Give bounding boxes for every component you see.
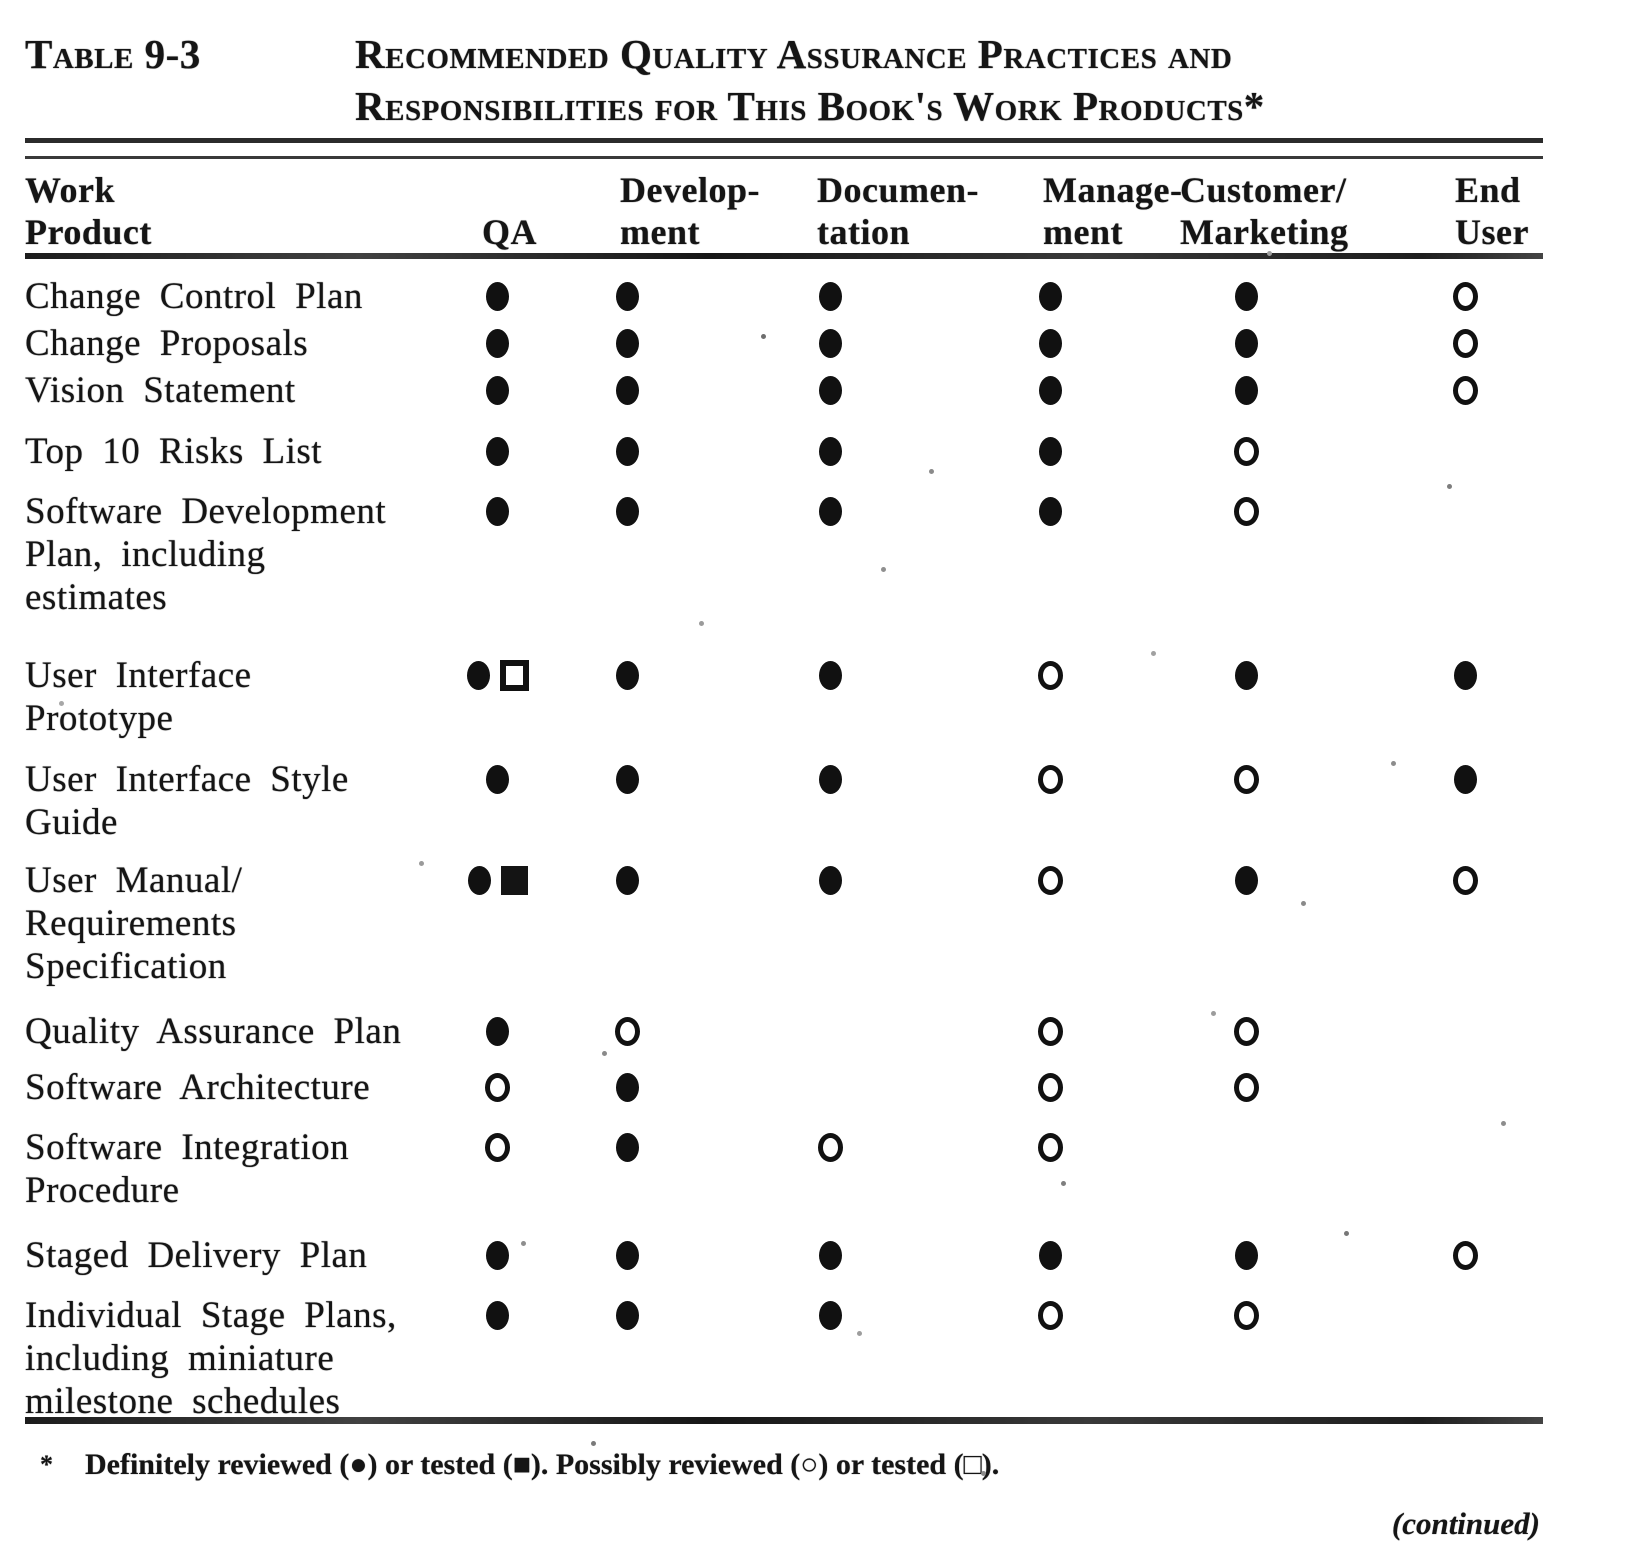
filled-circle-icon — [1039, 1241, 1062, 1270]
filled-circle-icon — [468, 866, 491, 895]
customer-marketing-cell — [1140, 1294, 1352, 1337]
label-line: Staged Delivery Plan — [25, 1235, 368, 1276]
filled-circle-icon — [486, 329, 509, 358]
end-user-cell — [1352, 1010, 1578, 1053]
end-user-cell — [1352, 654, 1578, 697]
table-label: Table 9-3 — [25, 31, 201, 77]
column-header-end-user — [1352, 167, 1578, 253]
page-title — [355, 28, 1592, 132]
filled-circle-icon — [1039, 497, 1062, 526]
header-line: QA — [482, 212, 537, 252]
label-line: Quality Assurance Plan — [25, 1011, 402, 1052]
header-line: Product — [25, 212, 152, 252]
table-row — [25, 1010, 1632, 1053]
table-row — [25, 430, 1632, 473]
filled-circle-icon — [467, 661, 490, 690]
filled-circle-icon — [819, 437, 842, 466]
open-circle-icon — [485, 1133, 510, 1162]
header-line: Work — [25, 170, 116, 210]
documentation-cell — [700, 1234, 960, 1277]
filled-circle-icon — [819, 497, 842, 526]
label-line: milestone schedules — [25, 1381, 341, 1422]
end-user-cell — [1352, 490, 1578, 533]
documentation-cell — [700, 1126, 960, 1169]
customer-marketing-cell — [1140, 1066, 1352, 1109]
title-line-2: Responsibilities for This Book's Work Products* — [355, 83, 1265, 129]
table-title-block — [0, 0, 1632, 132]
title-line-1: Recommended Quality Assurance Practices and — [355, 31, 1233, 77]
header-line: Manage- — [1043, 170, 1183, 210]
open-circle-icon — [1453, 376, 1478, 405]
column-header-customer-marketing — [1140, 167, 1352, 253]
filled-circle-icon — [819, 329, 842, 358]
label-line: Plan, including — [25, 534, 266, 575]
open-circle-icon — [1234, 1017, 1259, 1046]
documentation-cell — [700, 430, 960, 473]
label-line: Software Integration — [25, 1127, 350, 1168]
header-line: ment — [620, 212, 700, 252]
filled-circle-icon — [1454, 661, 1477, 690]
end-user-cell — [1352, 859, 1578, 902]
table-row — [25, 1294, 1632, 1423]
open-circle-icon — [1234, 765, 1259, 794]
filled-circle-icon — [1454, 765, 1477, 794]
open-circle-icon — [485, 1073, 510, 1102]
end-user-cell — [1352, 758, 1578, 801]
management-cell — [960, 322, 1140, 365]
open-circle-icon — [1453, 1241, 1478, 1270]
development-cell — [555, 275, 700, 318]
table-row — [25, 1066, 1632, 1109]
column-header-qa — [440, 167, 555, 253]
qa-cell — [440, 859, 555, 902]
qa-cell — [440, 1010, 555, 1053]
qa-cell — [440, 1294, 555, 1337]
customer-marketing-cell — [1140, 430, 1352, 473]
label-line: including miniature — [25, 1338, 335, 1379]
filled-circle-icon — [1039, 376, 1062, 405]
development-cell — [555, 1234, 700, 1277]
customer-marketing-cell — [1140, 1126, 1352, 1169]
qa-cell — [440, 430, 555, 473]
open-circle-icon — [1234, 497, 1259, 526]
filled-circle-icon — [1235, 282, 1258, 311]
filled-circle-icon — [1039, 282, 1062, 311]
customer-marketing-cell — [1140, 275, 1352, 318]
management-cell — [960, 490, 1140, 533]
open-circle-icon — [818, 1133, 843, 1162]
documentation-cell — [700, 490, 960, 533]
management-cell — [960, 1066, 1140, 1109]
open-circle-icon — [1234, 437, 1259, 466]
documentation-cell — [700, 369, 960, 412]
footnote-marker: * — [40, 1450, 53, 1479]
column-header-management — [960, 167, 1183, 253]
management-cell — [960, 859, 1140, 902]
development-cell — [555, 430, 700, 473]
column-header-documentation — [700, 167, 979, 253]
documentation-cell — [700, 1066, 960, 1109]
work-product-label — [25, 859, 440, 988]
open-circle-icon — [1453, 282, 1478, 311]
open-circle-icon — [1038, 1301, 1063, 1330]
filled-circle-icon — [486, 497, 509, 526]
work-product-label — [25, 654, 440, 740]
customer-marketing-cell — [1140, 1010, 1352, 1053]
filled-circle-icon — [616, 1073, 639, 1102]
table-row — [25, 654, 1632, 740]
label-line: Individual Stage Plans, — [25, 1295, 397, 1336]
work-product-label — [25, 275, 440, 318]
top-rule — [25, 138, 1543, 159]
open-circle-icon — [1453, 329, 1478, 358]
filled-circle-icon — [616, 765, 639, 794]
documentation-cell — [700, 859, 960, 902]
customer-marketing-cell — [1140, 758, 1352, 801]
column-header-work-product — [25, 167, 440, 253]
table-row — [25, 369, 1632, 412]
table-row — [25, 1126, 1632, 1212]
open-circle-icon — [1038, 765, 1063, 794]
open-square-icon — [500, 660, 529, 691]
open-circle-icon — [1038, 1073, 1063, 1102]
label-line: Guide — [25, 802, 118, 843]
filled-circle-icon — [486, 1301, 509, 1330]
management-cell — [960, 654, 1140, 697]
filled-circle-icon — [1235, 661, 1258, 690]
open-circle-icon — [1038, 661, 1063, 690]
filled-circle-icon — [486, 282, 509, 311]
table-rows — [0, 275, 1632, 1423]
filled-circle-icon — [616, 282, 639, 311]
filled-circle-icon — [819, 1301, 842, 1330]
development-cell — [555, 859, 700, 902]
filled-square-icon — [501, 866, 528, 895]
management-cell — [960, 758, 1140, 801]
filled-circle-icon — [616, 437, 639, 466]
development-cell — [555, 369, 700, 412]
header-line: Documen- — [817, 170, 979, 210]
filled-circle-icon — [616, 1241, 639, 1270]
filled-circle-icon — [1039, 329, 1062, 358]
qa-cell — [440, 1126, 555, 1169]
label-line: Software Development — [25, 491, 387, 532]
filled-circle-icon — [1235, 866, 1258, 895]
table-header-row — [25, 167, 1632, 253]
filled-circle-icon — [486, 765, 509, 794]
header-line: tation — [817, 212, 910, 252]
label-line: Procedure — [25, 1170, 180, 1211]
header-line: ment — [1043, 212, 1123, 252]
open-circle-icon — [1038, 1133, 1063, 1162]
label-line: estimates — [25, 577, 168, 618]
end-user-cell — [1352, 275, 1578, 318]
label-line: Change Proposals — [25, 323, 309, 364]
column-header-development — [555, 167, 760, 253]
work-product-label — [25, 490, 440, 619]
filled-circle-icon — [616, 497, 639, 526]
development-cell — [555, 322, 700, 365]
open-circle-icon — [1038, 866, 1063, 895]
documentation-cell — [700, 322, 960, 365]
label-line: Top 10 Risks List — [25, 431, 323, 472]
table-row — [25, 758, 1632, 844]
filled-circle-icon — [819, 1241, 842, 1270]
filled-circle-icon — [616, 866, 639, 895]
customer-marketing-cell — [1140, 490, 1352, 533]
customer-marketing-cell — [1140, 859, 1352, 902]
filled-circle-icon — [486, 1241, 509, 1270]
filled-circle-icon — [1039, 437, 1062, 466]
development-cell — [555, 1294, 700, 1337]
end-user-cell — [1352, 322, 1578, 365]
work-product-label — [25, 1066, 440, 1109]
open-circle-icon — [1234, 1073, 1259, 1102]
end-user-cell — [1352, 369, 1578, 412]
work-product-label — [25, 1294, 440, 1423]
management-cell — [960, 369, 1140, 412]
filled-circle-icon — [1235, 376, 1258, 405]
label-line: User Manual/ — [25, 860, 243, 901]
development-cell — [555, 1010, 700, 1053]
work-product-label — [25, 758, 440, 844]
filled-circle-icon — [819, 866, 842, 895]
end-user-cell — [1352, 430, 1578, 473]
footnote — [40, 1446, 1632, 1484]
filled-circle-icon — [616, 376, 639, 405]
end-user-cell — [1352, 1234, 1578, 1277]
filled-circle-icon — [616, 1301, 639, 1330]
continued-label: (continued) — [1391, 1506, 1540, 1541]
filled-circle-icon — [819, 765, 842, 794]
table-row — [25, 490, 1632, 619]
work-product-label — [25, 430, 440, 473]
filled-circle-icon — [616, 1133, 639, 1162]
development-cell — [555, 490, 700, 533]
qa-cell — [440, 654, 555, 697]
filled-circle-icon — [819, 661, 842, 690]
table-row — [25, 859, 1632, 988]
development-cell — [555, 758, 700, 801]
qa-cell — [440, 275, 555, 318]
filled-circle-icon — [486, 376, 509, 405]
label-line: Prototype — [25, 698, 174, 739]
filled-circle-icon — [486, 437, 509, 466]
label-line: Software Architecture — [25, 1067, 371, 1108]
filled-circle-icon — [486, 1017, 509, 1046]
header-line: End — [1455, 170, 1521, 210]
header-line: Customer/ — [1180, 170, 1347, 210]
filled-circle-icon — [616, 661, 639, 690]
qa-cell — [440, 490, 555, 533]
management-cell — [960, 430, 1140, 473]
filled-circle-icon — [819, 282, 842, 311]
header-rule — [25, 253, 1543, 259]
qa-cell — [440, 369, 555, 412]
filled-circle-icon — [819, 376, 842, 405]
table-row — [25, 322, 1632, 365]
qa-cell — [440, 322, 555, 365]
qa-cell — [440, 1234, 555, 1277]
label-line: User Interface — [25, 655, 252, 696]
open-circle-icon — [615, 1017, 640, 1046]
label-line: Specification — [25, 946, 227, 987]
label-line: Vision Statement — [25, 370, 296, 411]
documentation-cell — [700, 1294, 960, 1337]
customer-marketing-cell — [1140, 1234, 1352, 1277]
management-cell — [960, 1294, 1140, 1337]
filled-circle-icon — [1235, 329, 1258, 358]
management-cell — [960, 1126, 1140, 1169]
qa-cell — [440, 1066, 555, 1109]
footnote-text: Definitely reviewed (●) or tested (■). Possibly reviewed (○) or tested (□). — [85, 1448, 1000, 1481]
open-circle-icon — [1038, 1017, 1063, 1046]
management-cell — [960, 1010, 1140, 1053]
work-product-label — [25, 369, 440, 412]
customer-marketing-cell — [1140, 322, 1352, 365]
table-row — [25, 1234, 1632, 1277]
label-line: User Interface Style — [25, 759, 349, 800]
open-circle-icon — [1234, 1301, 1259, 1330]
customer-marketing-cell — [1140, 654, 1352, 697]
documentation-cell — [700, 654, 960, 697]
end-user-cell — [1352, 1066, 1578, 1109]
documentation-cell — [700, 758, 960, 801]
header-line: Marketing — [1180, 212, 1349, 252]
end-user-cell — [1352, 1126, 1578, 1169]
development-cell — [555, 1126, 700, 1169]
qa-cell — [440, 758, 555, 801]
table-row — [25, 275, 1632, 318]
label-line: Requirements — [25, 903, 237, 944]
documentation-cell — [700, 1010, 960, 1053]
documentation-cell — [700, 275, 960, 318]
management-cell — [960, 275, 1140, 318]
work-product-label — [25, 322, 440, 365]
development-cell — [555, 1066, 700, 1109]
work-product-label — [25, 1010, 440, 1053]
header-line: User — [1455, 212, 1529, 252]
filled-circle-icon — [616, 329, 639, 358]
development-cell — [555, 654, 700, 697]
customer-marketing-cell — [1140, 369, 1352, 412]
management-cell — [960, 1234, 1140, 1277]
open-circle-icon — [1453, 866, 1478, 895]
end-user-cell — [1352, 1294, 1578, 1337]
header-line: Develop- — [620, 170, 760, 210]
label-line: Change Control Plan — [25, 276, 363, 317]
work-product-label — [25, 1126, 440, 1212]
filled-circle-icon — [1235, 1241, 1258, 1270]
work-product-label — [25, 1234, 440, 1277]
